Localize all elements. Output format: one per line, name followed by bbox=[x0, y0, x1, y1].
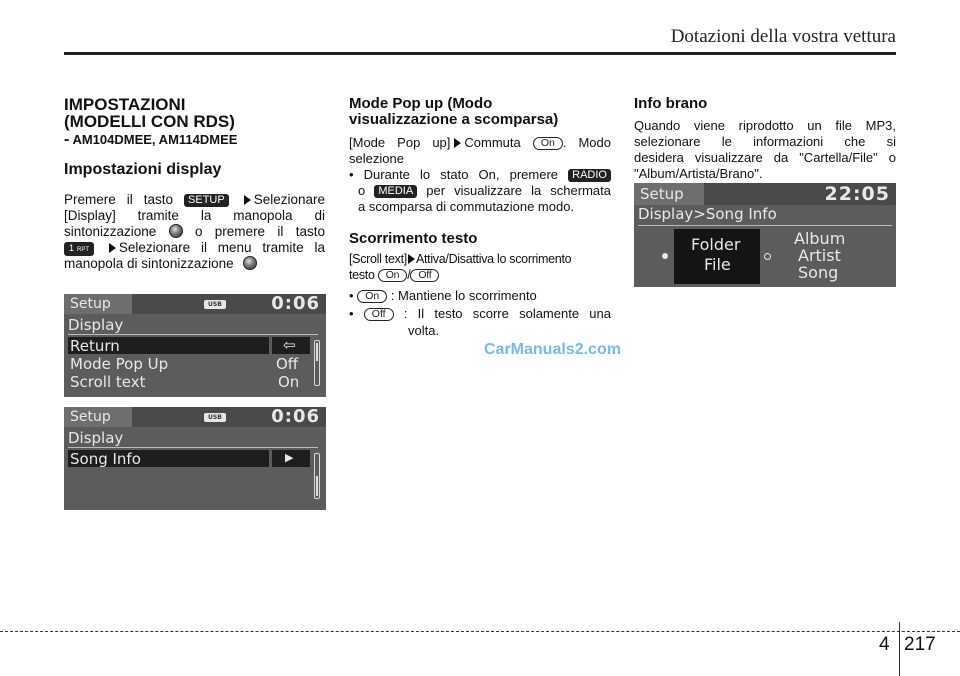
option-song: Song bbox=[798, 263, 839, 282]
radio-key-icon: RADIO bbox=[568, 169, 611, 182]
running-header: Dotazioni della vostra vettura bbox=[670, 26, 896, 47]
footer-rule bbox=[0, 631, 960, 632]
para-line-5: manopola di sintonizzazione bbox=[64, 256, 325, 272]
song-info-para: Quando viene riprodotto un file MP3, selezionare le informazioni che si desidera visualizzare da "Cartella/File" o "Album/Artista/Brano". bbox=[634, 118, 896, 181]
menu-row-mode-pop-up: Mode Pop Up bbox=[70, 355, 169, 373]
arrow-right-icon bbox=[408, 254, 415, 264]
option-folder: Folder bbox=[691, 235, 741, 254]
option-album: Album bbox=[794, 229, 846, 248]
model-subtitle bbox=[64, 132, 325, 148]
scroll-text-para: [Scroll text] Attiva/Disattiva lo scorrimento testo On / Off bbox=[349, 252, 572, 282]
off-key-icon: Off bbox=[364, 308, 394, 321]
para-line-1: Premere il tasto SETUP Selezionare bbox=[64, 192, 325, 207]
display-screen-song-info bbox=[64, 407, 326, 510]
usb-badge: USB bbox=[204, 300, 226, 309]
display-screen-song-info-options bbox=[634, 183, 896, 287]
arrow-right-icon bbox=[244, 195, 251, 205]
left-column bbox=[64, 96, 325, 272]
arrow-right-icon bbox=[109, 243, 116, 253]
song-info-title: Info brano bbox=[634, 95, 708, 112]
para-line-2: [Display] tramite la manopola di bbox=[64, 208, 325, 223]
section-title-line1: IMPOSTAZIONI bbox=[64, 95, 186, 114]
instruction-paragraph bbox=[64, 192, 325, 272]
scroll-text-title: Scorrimento testo bbox=[349, 230, 478, 247]
screen-clock: 22:05 bbox=[824, 183, 890, 205]
para-line-4: 1 RPT Selezionare il menu tramite la bbox=[64, 240, 325, 256]
header-rule bbox=[64, 52, 896, 55]
on-key-icon: On bbox=[378, 269, 407, 282]
menu-row-return: Return bbox=[70, 337, 120, 355]
page-number: 217 bbox=[904, 634, 936, 655]
mode-pop-up-bullet: • Durante lo stato On, premere RADIO o MEDIA per visualizzare la schermata a scomparsa di commutazione modo. bbox=[349, 167, 611, 214]
middle-column bbox=[349, 96, 611, 339]
tune-knob-icon bbox=[169, 224, 183, 238]
return-icon: ⇦ bbox=[283, 336, 296, 354]
mode-pop-up-title-line2: visualizzazione a scomparsa) bbox=[349, 111, 559, 128]
radio-unselected-icon bbox=[764, 253, 771, 260]
screen-breadcrumb: Display>Song Info bbox=[638, 205, 777, 223]
media-key-icon: MEDIA bbox=[374, 185, 417, 198]
scrollbar bbox=[314, 340, 320, 386]
option-file: File bbox=[704, 255, 731, 274]
screen-breadcrumb: Display bbox=[68, 316, 124, 334]
arrow-right-icon: ▶ bbox=[285, 451, 294, 464]
footer-divider bbox=[899, 622, 900, 676]
option-artist: Artist bbox=[798, 246, 841, 265]
rpt-key-icon: 1 RPT bbox=[64, 242, 94, 256]
setup-key-icon: SETUP bbox=[184, 194, 229, 207]
menu-row-scroll-text: Scroll text bbox=[70, 373, 146, 391]
display-screen-setup bbox=[64, 294, 326, 397]
mode-pop-up-title-line1: Mode Pop up (Modo bbox=[349, 95, 493, 112]
chapter-number: 4 bbox=[879, 634, 890, 655]
scroll-text-value: On bbox=[278, 373, 300, 391]
mode-pop-up-para: [Mode Pop up] Commuta On . Modo selezione bbox=[349, 135, 611, 166]
subtitle-dash: - bbox=[64, 131, 70, 148]
para-line-3: sintonizzazione o premere il tasto bbox=[64, 224, 325, 239]
screen-tab-setup: Setup bbox=[64, 294, 132, 314]
watermark: CarManuals2.com bbox=[484, 341, 621, 358]
screen-tab-setup: Setup bbox=[634, 183, 704, 205]
menu-row-song-info: Song Info bbox=[70, 450, 141, 468]
screen-clock: 0:06 bbox=[271, 294, 320, 314]
scroll-text-bullets: • On : Mantiene lo scorrimento • Off : Il testo scorre solamente una volta. bbox=[349, 288, 611, 338]
subsection-title: Impostazioni display bbox=[64, 161, 222, 178]
screen-tab-setup: Setup bbox=[64, 407, 132, 427]
mode-pop-up-value: Off bbox=[276, 355, 299, 373]
subtitle-models: AM104DMEE, AM114DMEE bbox=[72, 132, 238, 147]
on-key-icon: On bbox=[357, 290, 387, 303]
screen-clock: 0:06 bbox=[271, 407, 320, 427]
tune-knob-icon bbox=[243, 256, 257, 270]
usb-badge: USB bbox=[204, 413, 226, 422]
radio-selected-icon bbox=[662, 253, 668, 259]
section-title-line2: (MODELLI CON RDS) bbox=[64, 112, 235, 131]
scrollbar bbox=[314, 453, 320, 499]
screen-breadcrumb: Display bbox=[68, 429, 124, 447]
arrow-right-icon bbox=[454, 138, 461, 148]
on-key-icon: On bbox=[533, 137, 563, 150]
off-key-icon: Off bbox=[410, 269, 439, 282]
right-column bbox=[634, 96, 896, 182]
